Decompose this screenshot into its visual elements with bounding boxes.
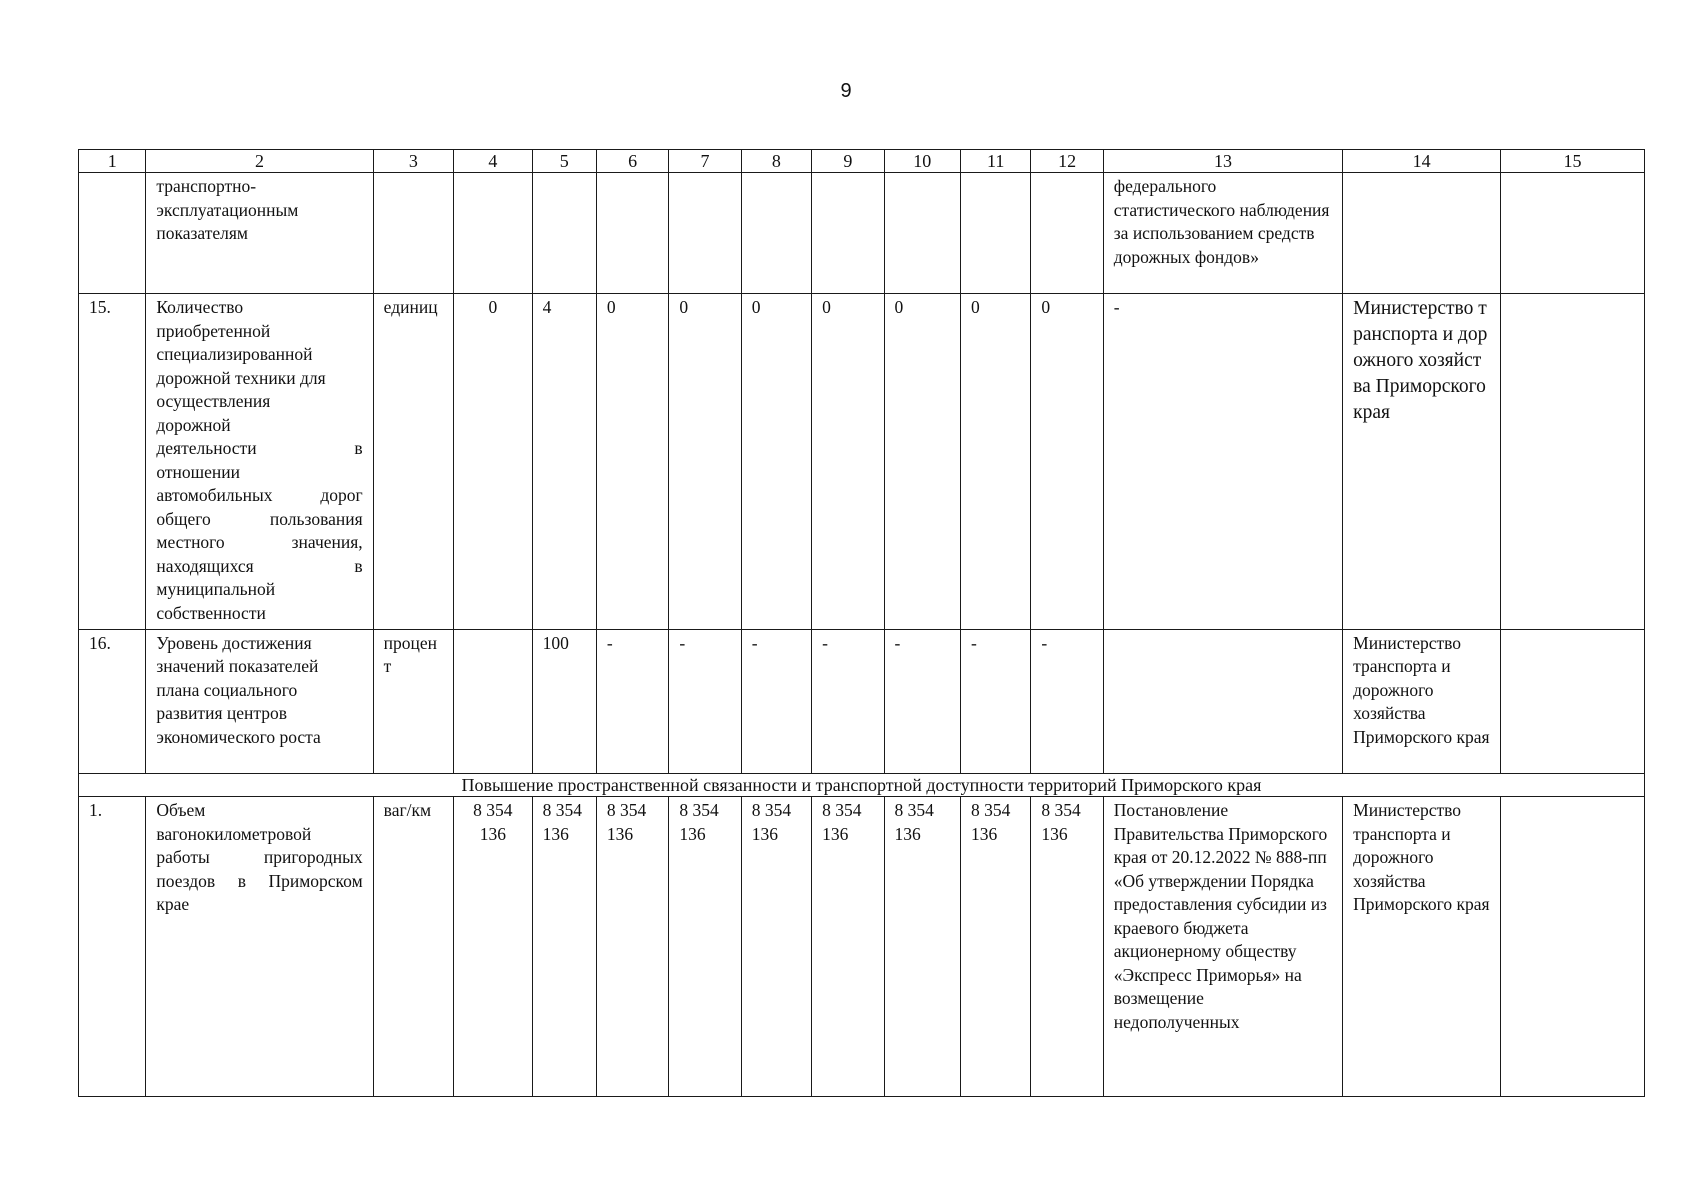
name-line: осуществления — [156, 391, 271, 412]
table-row-15 — [79, 294, 1645, 629]
indicator-name: Уровень достижения значений показателей плана социального развития центров экономического роста — [146, 629, 373, 773]
value-col-8: - — [741, 629, 811, 773]
column-header: 14 — [1343, 150, 1501, 173]
value-col-12: 8 354 136 — [1031, 797, 1103, 1097]
row-number: 15. — [79, 294, 146, 629]
table-row-16 — [79, 629, 1645, 773]
source-document — [1103, 629, 1342, 773]
value-col-12: - — [1031, 629, 1103, 773]
value-col-6: - — [596, 629, 668, 773]
source-document: - — [1103, 294, 1342, 629]
name-line: специализированной — [156, 344, 313, 365]
section-header-row — [79, 773, 1645, 796]
column-header: 15 — [1501, 150, 1645, 173]
value-col-11: 0 — [960, 294, 1030, 629]
column-header: 4 — [454, 150, 532, 173]
value-col-10: 8 354 136 — [884, 797, 960, 1097]
value-col-12: 0 — [1031, 294, 1103, 629]
column-header: 11 — [960, 150, 1030, 173]
value-col-5: 100 — [532, 629, 596, 773]
name-line: деятельности в — [156, 438, 363, 459]
column-header: 9 — [812, 150, 884, 173]
value-col-7: 8 354 136 — [669, 797, 741, 1097]
value-col-8: 8 354 136 — [741, 797, 811, 1097]
indicators-table — [78, 149, 1645, 1097]
name-line: автомобильных дорог — [156, 485, 363, 506]
name-line: дорожной техники для — [156, 367, 326, 388]
unit: ваг/км — [373, 797, 453, 1097]
section-title: Повышение пространственной связанности и транспортной доступности территорий Приморского края — [79, 773, 1645, 796]
column-header: 1 — [79, 150, 146, 173]
unit: единиц — [373, 294, 453, 629]
name-line: Количество — [156, 297, 244, 318]
indicator-name — [146, 294, 373, 629]
indicator-name: транспортно- эксплуатационным показателям — [146, 173, 373, 294]
indicator-name: Объем вагонокилометровой работы пригородных поездов в Приморском крае — [146, 797, 373, 1097]
page-number: 9 — [840, 80, 852, 102]
name-line: собственности — [156, 602, 266, 623]
column-header: 5 — [532, 150, 596, 173]
unit: процент — [373, 629, 453, 773]
table-row-1 — [79, 797, 1645, 1097]
column-header: 10 — [884, 150, 960, 173]
column-header: 3 — [373, 150, 453, 173]
source-document: федерального статистического наблюдения за использованием средств дорожных фондов» — [1103, 173, 1342, 294]
column-header: 13 — [1103, 150, 1342, 173]
value-col-4: 8 354 136 — [454, 797, 532, 1097]
column-header: 7 — [669, 150, 741, 173]
name-line: дорожной — [156, 414, 231, 435]
row-number: 16. — [79, 629, 146, 773]
source-document: Постановление Правительства Приморского края от 20.12.2022 № 888-пп «Об утверждении Порядка предоставления субсидии из краевого бюджета акционерному обществу «Экспресс Приморья» на возмещение недополученных — [1103, 797, 1342, 1097]
value-col-11: 8 354 136 — [960, 797, 1030, 1097]
column-header: 8 — [741, 150, 811, 173]
name-line: отношении — [156, 461, 240, 482]
column-number-row — [79, 150, 1645, 173]
value-col-10: 0 — [884, 294, 960, 629]
value-col-6: 0 — [596, 294, 668, 629]
column-header: 6 — [596, 150, 668, 173]
name-line: общего пользования — [156, 508, 363, 529]
value-col-11: - — [960, 629, 1030, 773]
responsible-body: Министерство транспорта и дорожного хозяйства Приморского края — [1343, 797, 1501, 1097]
value-col-9: - — [812, 629, 884, 773]
value-col-8: 0 — [741, 294, 811, 629]
row-number: 1. — [79, 797, 146, 1097]
name-line: приобретенной — [156, 320, 271, 341]
responsible-body: Министерство транспорта и дорожного хозяйства Приморского края — [1343, 629, 1501, 773]
value-col-9: 8 354 136 — [812, 797, 884, 1097]
value-col-5: 8 354 136 — [532, 797, 596, 1097]
value-col-4: 0 — [454, 294, 532, 629]
column-header: 12 — [1031, 150, 1103, 173]
value-col-9: 0 — [812, 294, 884, 629]
table-row-continuation — [79, 173, 1645, 294]
value-col-5: 4 — [532, 294, 596, 629]
value-col-7: 0 — [669, 294, 741, 629]
value-col-6: 8 354 136 — [596, 797, 668, 1097]
name-line: муниципальной — [156, 579, 276, 600]
column-header: 2 — [146, 150, 373, 173]
name-line: находящихся в — [156, 555, 363, 576]
name-line: местного значения, — [156, 532, 363, 553]
responsible-body: Министерство транспорта и дорожного хозяйства Приморского края — [1343, 294, 1501, 629]
value-col-7: - — [669, 629, 741, 773]
value-col-10: - — [884, 629, 960, 773]
value-col-4 — [454, 629, 532, 773]
